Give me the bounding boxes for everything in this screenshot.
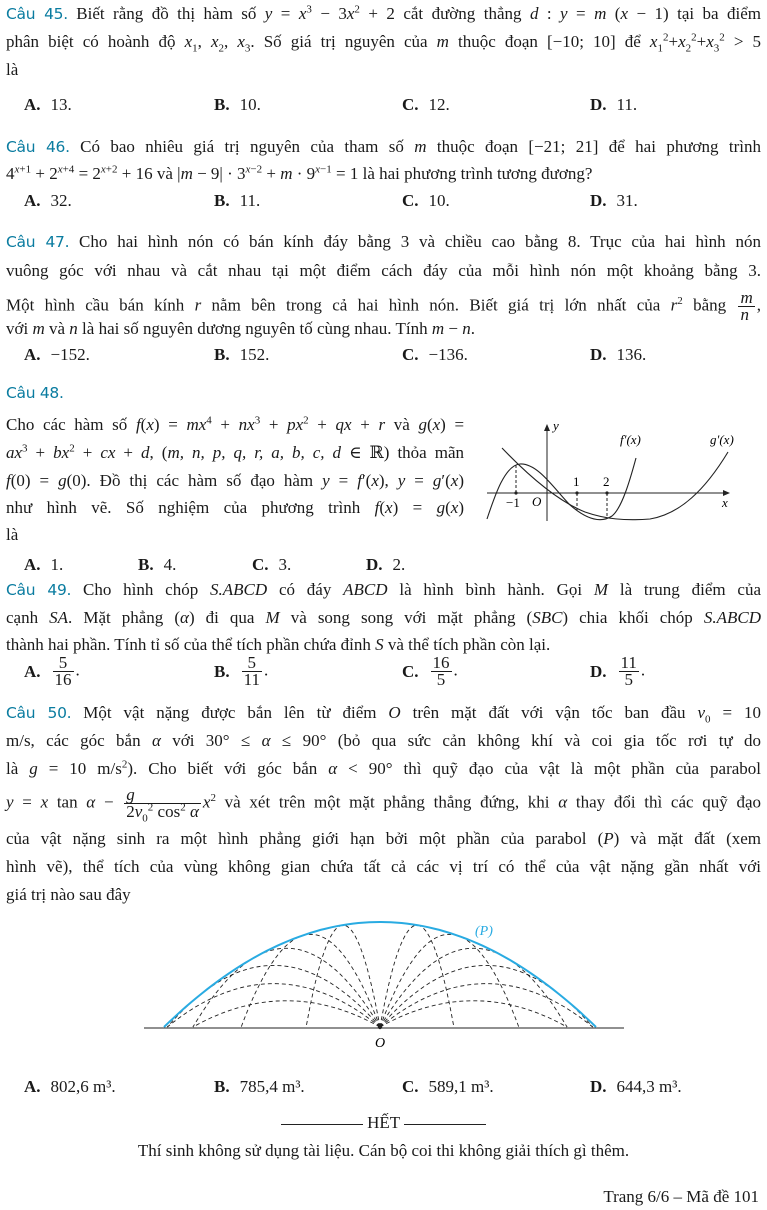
- q49-option-b[interactable]: B. $\frac{5}{11}$ .: [214, 653, 269, 689]
- trajectory-path: [193, 1001, 380, 1027]
- q47-line-4: với m và n là hai số nguyên dương nguyên tố cùng nhau. Tính m − n.: [6, 319, 475, 338]
- q49-line-3: thành hai phần. Tính tỉ số của thể tích phần chứa đỉnh S và thể tích phần còn lại.: [6, 635, 551, 654]
- g-prime-label: g′(x): [710, 432, 734, 447]
- q48-option-d[interactable]: D. 2.: [366, 555, 406, 574]
- q49-option-c[interactable]: C. $\frac{16}{5}$ .: [402, 653, 458, 689]
- q48-line-5: là: [6, 525, 19, 544]
- tick-label-minus1: −1: [506, 495, 520, 510]
- page-info: Trang 6/6 – Mã đề 101: [603, 1187, 759, 1206]
- q47-line-1: Câu 47. Cho hai hình nón có bán kính đáy bằng 3 và chiều cao bằng 8. Trục của hai hình nón: [6, 232, 762, 251]
- q50-line-4: y = x tan α − $\frac{g}{2v_0^2 \cos^2 \alpha}$ $x^2$ và xét trên một mặt phẳng thẳng đứng, khi α thay đổi thì các quỹ đạo: [6, 785, 762, 825]
- q47-option-b[interactable]: B. 152.: [214, 345, 270, 364]
- derivative-graph: [480, 410, 767, 525]
- q48-label: Câu 48.: [6, 384, 64, 402]
- trajectory-path: [380, 1001, 567, 1027]
- q47-label: Câu 47.: [6, 233, 70, 251]
- q50-option-b[interactable]: B. 785,4 m³.: [214, 1077, 305, 1096]
- origin-point: [378, 1025, 382, 1029]
- q45-line-3: là: [6, 60, 19, 79]
- f-prime-label: f′(x): [620, 432, 641, 447]
- q50-line-3: là g = 10 $m/s^2$). Cho biết với góc bắn α < 90° thì quỹ đạo của vật là một phần của parabol: [6, 758, 761, 778]
- trajectory-path: [380, 925, 454, 1027]
- q50-line-7: giá trị nào sau đây: [6, 885, 131, 904]
- q48-option-a[interactable]: A. 1.: [24, 555, 64, 574]
- q47-option-a[interactable]: A. −152.: [24, 345, 90, 364]
- fraction-m-over-n: $\frac{m}{n}$: [740, 288, 753, 324]
- q47-line-3: Một hình cầu bán kính r nằm bên trong cả hai hình nón. Biết giá trị lớn nhất của $r^2$ bằng $\frac{m}{n}$ ,: [6, 288, 762, 324]
- end-rule-right: [404, 1124, 486, 1125]
- q45-option-b[interactable]: B. 10.: [214, 95, 261, 114]
- q45-option-c[interactable]: C. 12.: [402, 95, 450, 114]
- f-prime-curve: [487, 458, 636, 520]
- parabola-p: [164, 922, 596, 1027]
- q48-line-4: như hình vẽ. Số nghiệm của phương trình f(x) = g(x): [6, 498, 464, 517]
- q47-option-d[interactable]: D. 136.: [590, 345, 647, 364]
- q49-option-d[interactable]: D. $\frac{11}{5}$ .: [590, 653, 646, 689]
- fraction-g-over-2v0cos: $\frac{g}{2v_0^2 \cos^2 \alpha}$: [126, 785, 199, 825]
- q46-option-d[interactable]: D. 31.: [590, 191, 638, 210]
- exam-note: Thí sinh không sử dụng tài liệu. Cán bộ coi thi không giải thích gì thêm.: [137, 1141, 630, 1160]
- trajectory-figure: [140, 915, 630, 1050]
- q50-label: Câu 50.: [6, 704, 72, 722]
- q48-line-2: $ax^3 + bx^2$ + cx + d, (m, n, p, q, r, a, b, c, d ∈ ℝ) thỏa mãn: [6, 442, 464, 462]
- q46-option-b[interactable]: B. 11.: [214, 191, 261, 210]
- q46-option-c[interactable]: C. 10.: [402, 191, 450, 210]
- trajectory-path: [167, 984, 380, 1027]
- q49-option-a[interactable]: A. $\frac{5}{16}$ .: [24, 653, 80, 689]
- q46-label: Câu 46.: [6, 138, 70, 156]
- tick-label-2: 2: [603, 474, 610, 489]
- q50-option-c[interactable]: C. 589,1 m³.: [402, 1077, 494, 1096]
- q50-option-d[interactable]: D. 644,3 m³.: [590, 1077, 682, 1096]
- q50-line-5: của vật nặng sinh ra một hình phẳng giới hạn bởi một phần của parabol (P) và mặt đất (xem: [6, 829, 762, 848]
- q49-label: Câu 49.: [6, 581, 72, 599]
- origin-label: O: [532, 494, 542, 509]
- q48-option-c[interactable]: C. 3.: [252, 555, 292, 574]
- trajectory-path: [380, 984, 593, 1027]
- q49-line-2: cạnh SA. Mặt phẳng (α) đi qua M và song song với mặt phẳng (SBC) chia khối chóp S.ABCD: [6, 608, 761, 627]
- q49-line-1: Câu 49. Cho hình chóp S.ABCD có đáy ABCD là hình bình hành. Gọi M là trung điểm của: [6, 580, 761, 599]
- q48-label-line: [6, 382, 64, 404]
- trajectory-path: [306, 925, 380, 1027]
- q48-line-3: f(0) = g(0). Đồ thị các hàm số đạo hàm y = f′(x), y = g′(x): [6, 471, 464, 490]
- q45-label: Câu 45.: [6, 5, 68, 23]
- q50-line-1: Câu 50. Một vật nặng được bắn lên từ điểm O trên mặt đất với vận tốc ban đầu $v_0 = 10$: [6, 703, 761, 726]
- q45-line-1: Câu 45. Biết rằng đồ thị hàm số $y = x^3 - 3x^2 + 2$ cắt đường thẳng d : y = m (x − 1) tại ba điểm: [6, 3, 762, 23]
- origin-label: O: [375, 1036, 386, 1050]
- trajectory-path: [380, 934, 519, 1027]
- q45-option-d[interactable]: D. 11.: [590, 95, 638, 114]
- trajectory-path: [241, 934, 380, 1027]
- trajectory-curves: [167, 925, 592, 1027]
- q45-line-2: phân biệt có hoành độ $x_1$, $x_2$, $x_3$. Số giá trị nguyên của m thuộc đoạn [−10; 10] để $x_1^2+x_2^2+x_3^2 > 5$: [6, 31, 762, 55]
- y-axis-arrow-icon: [544, 424, 550, 431]
- x-axis-label: x: [722, 495, 728, 510]
- trajectory-path: [380, 948, 567, 1027]
- q50-line-6: hình vẽ), thể tích của vùng không gian chứa tất cả các vị trí có thể của vật nặng gần nhất với: [6, 857, 761, 876]
- parabola-label: (P): [475, 924, 493, 939]
- end-marker: HẾT: [0, 1112, 767, 1134]
- y-axis-label: y: [553, 418, 559, 433]
- q48-option-b[interactable]: B. 4.: [138, 555, 177, 574]
- q45-option-a[interactable]: A. 13.: [24, 95, 72, 114]
- q46-line-2: $4^{x+1} + 2^{x+4} = 2^{x+2} + 16$ và $|m - 9| \cdot 3^{x-2} + m \cdot 9^{x-1} = 1$ là hai phương trình tương đương?: [6, 163, 593, 183]
- q50-option-a[interactable]: A. 802,6 m³.: [24, 1077, 116, 1096]
- q47-line-2: vuông góc với nhau và cắt nhau tại một điểm cách đáy của mỗi hình nón một khoảng bằng 3.: [6, 261, 761, 280]
- tick-label-1: 1: [573, 474, 580, 489]
- q50-line-2: m/s, các góc bắn α với 30° ≤ α ≤ 90° (bỏ qua sức cản không khí và coi gia tốc rơi tự do: [6, 731, 762, 750]
- end-rule-left: [281, 1124, 363, 1125]
- q47-option-c[interactable]: C. −136.: [402, 345, 468, 364]
- q46-line-1: Câu 46. Có bao nhiêu giá trị nguyên của tham số m thuộc đoạn [−21; 21] để hai phương trình: [6, 137, 761, 156]
- tick-dot-1: [575, 491, 578, 494]
- q46-option-a[interactable]: A. 32.: [24, 191, 72, 210]
- q48-line-1: Cho các hàm số $f(x) = mx^4 + nx^3 + px^2$ + qx + r và g(x) =: [6, 414, 465, 434]
- tick-dot-2: [605, 491, 608, 494]
- trajectory-path: [193, 948, 380, 1027]
